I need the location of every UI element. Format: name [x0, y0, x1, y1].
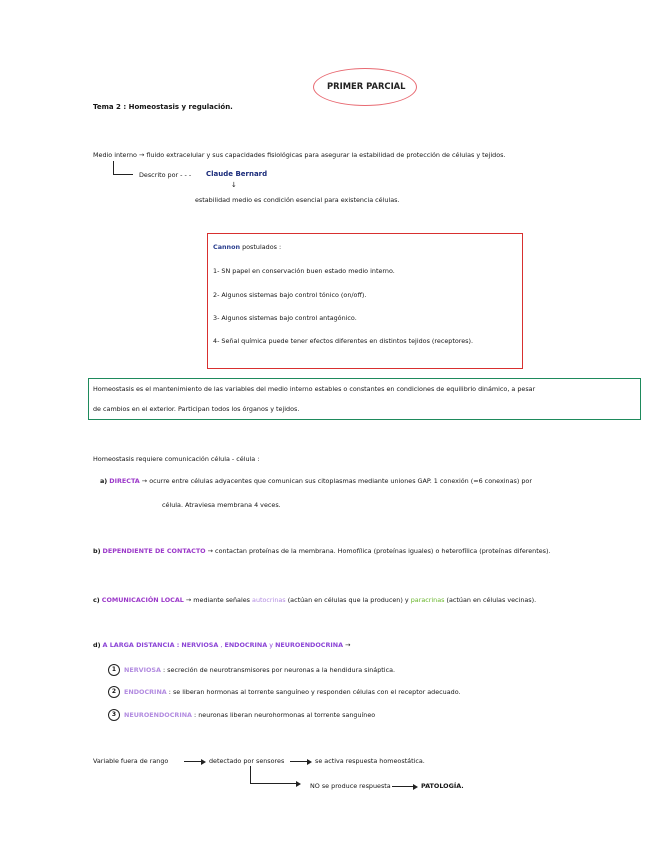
- paracrinas-term: paracrinas: [410, 596, 445, 604]
- item-d: [93, 641, 350, 649]
- sub-item-text: : neuronas liberan neurohormonas al torrente sanguíneo: [194, 711, 376, 719]
- sub-item: [124, 666, 395, 674]
- sub-item-text: : secreción de neurotransmisores por neuronas a la hendidura sináptica.: [163, 666, 396, 674]
- neuroendocrina-term: NEUROENDOCRINA: [275, 641, 344, 649]
- item-c-text: → mediante señales: [185, 596, 250, 604]
- flow-step: Variable fuera de rango: [93, 757, 169, 765]
- cannon-box: [207, 233, 523, 369]
- page-title: PRIMER PARCIAL: [327, 81, 406, 91]
- item-a-prefix: a): [100, 477, 108, 485]
- item-c-text: (actúan en células que la producen) y: [287, 596, 409, 604]
- topic-heading: Tema 2 : Homeostasis y regulación.: [93, 103, 233, 111]
- item-a-text: ocurre entre células adyacentes que comunican sus citoplasmas mediante uniones GAP. 1 conexión (=6 conexinas) por: [149, 477, 532, 485]
- autocrinas-term: autocrinas: [252, 596, 286, 604]
- connector-line: [250, 783, 297, 784]
- item-b: [93, 547, 551, 555]
- connector-line: [113, 161, 114, 174]
- arrow-line: [392, 786, 414, 787]
- cannon-heading-rest: postulados :: [242, 243, 282, 251]
- item-c-label: COMUNICACIÓN LOCAL: [101, 596, 184, 604]
- sub-item-text: : se liberan hormonas al torrente sanguíneo y responden células con el receptor adecuado.: [168, 688, 461, 696]
- estabilidad-text: estabilidad medio es condición esencial para existencia células.: [195, 196, 400, 204]
- item-a: [100, 477, 532, 485]
- descrito-label: Descrito por - - -: [139, 171, 192, 179]
- item-b-prefix: b): [93, 547, 101, 555]
- separator: ,: [220, 641, 223, 649]
- down-arrow-icon: ↓: [231, 181, 237, 189]
- arrow-icon: →: [345, 641, 351, 649]
- cannon-item: 2- Algunos sistemas bajo control tónico (on/off).: [213, 291, 367, 299]
- flow-step: detectado por sensores: [209, 757, 285, 765]
- item-c-text: (actúan en células vecinas).: [446, 596, 537, 604]
- arrow-line: [184, 761, 202, 762]
- connector-line: [250, 766, 251, 783]
- sub-item-label: NERVIOSA: [124, 666, 161, 674]
- author-name: Claude Bernard: [206, 170, 268, 178]
- connector-line: [113, 174, 133, 175]
- cannon-heading: [213, 243, 281, 251]
- item-c: [93, 596, 536, 604]
- nerviosa-term: NERVIOSA: [181, 641, 219, 649]
- sub-item: [124, 711, 375, 719]
- cannon-item: 1- SN papel en conservación buen estado medio interno.: [213, 267, 395, 275]
- arrow-icon: →: [141, 477, 148, 485]
- item-d-prefix: d): [93, 641, 101, 649]
- item-d-label: A LARGA DISTANCIA :: [102, 641, 180, 649]
- sub-item-label: NEUROENDOCRINA: [124, 711, 192, 719]
- cannon-name: Cannon: [213, 243, 241, 251]
- separator: y: [269, 641, 274, 649]
- item-a-label: DIRECTA: [109, 477, 140, 485]
- flow-step: se activa respuesta homeostática.: [315, 757, 425, 765]
- homeostasis-def-line: de cambios en el exterior. Participan todos los órganos y tejidos.: [93, 405, 300, 413]
- homeostasis-def-line: Homeostasis es el mantenimiento de las variables del medio interno estables o constantes en condiciones de equilibrio dinámico, a pesar: [93, 385, 536, 393]
- flow-step: NO se produce respuesta: [310, 782, 391, 790]
- arrow-line: [290, 761, 308, 762]
- arrow-icon: [201, 759, 206, 765]
- cannon-item: 3- Algunos sistemas bajo control antagónico.: [213, 314, 357, 322]
- endocrina-term: ENDOCRINA: [224, 641, 268, 649]
- cannon-item: 4- Señal química puede tener efectos diferentes en distintos tejidos (receptores).: [213, 337, 474, 345]
- number-1-icon: 1: [108, 664, 120, 676]
- arrow-icon: [413, 784, 418, 790]
- arrow-icon: [296, 781, 301, 787]
- patologia-label: PATOLOGÍA.: [421, 782, 464, 790]
- medio-interno-line: Medio interno → fluido extracelular y sus capacidades fisiológicas para asegurar la estabilidad de protección de células y tejidos.: [93, 151, 506, 159]
- sub-item-label: ENDOCRINA: [124, 688, 167, 696]
- sub-item: [124, 688, 461, 696]
- item-b-text: → contactan proteínas de la membrana. Homofílica (proteínas iguales) o heterofílica (proteínas diferentes).: [207, 547, 551, 555]
- item-c-prefix: c): [93, 596, 100, 604]
- number-3-icon: 3: [108, 709, 120, 721]
- item-a-text-continued: célula. Atraviesa membrana 4 veces.: [162, 501, 281, 509]
- item-b-label: DEPENDIENTE DE CONTACTO: [102, 547, 206, 555]
- number-2-icon: 2: [108, 686, 120, 698]
- arrow-icon: [307, 759, 312, 765]
- comunicacion-heading: Homeostasis requiere comunicación célula - célula :: [93, 455, 260, 463]
